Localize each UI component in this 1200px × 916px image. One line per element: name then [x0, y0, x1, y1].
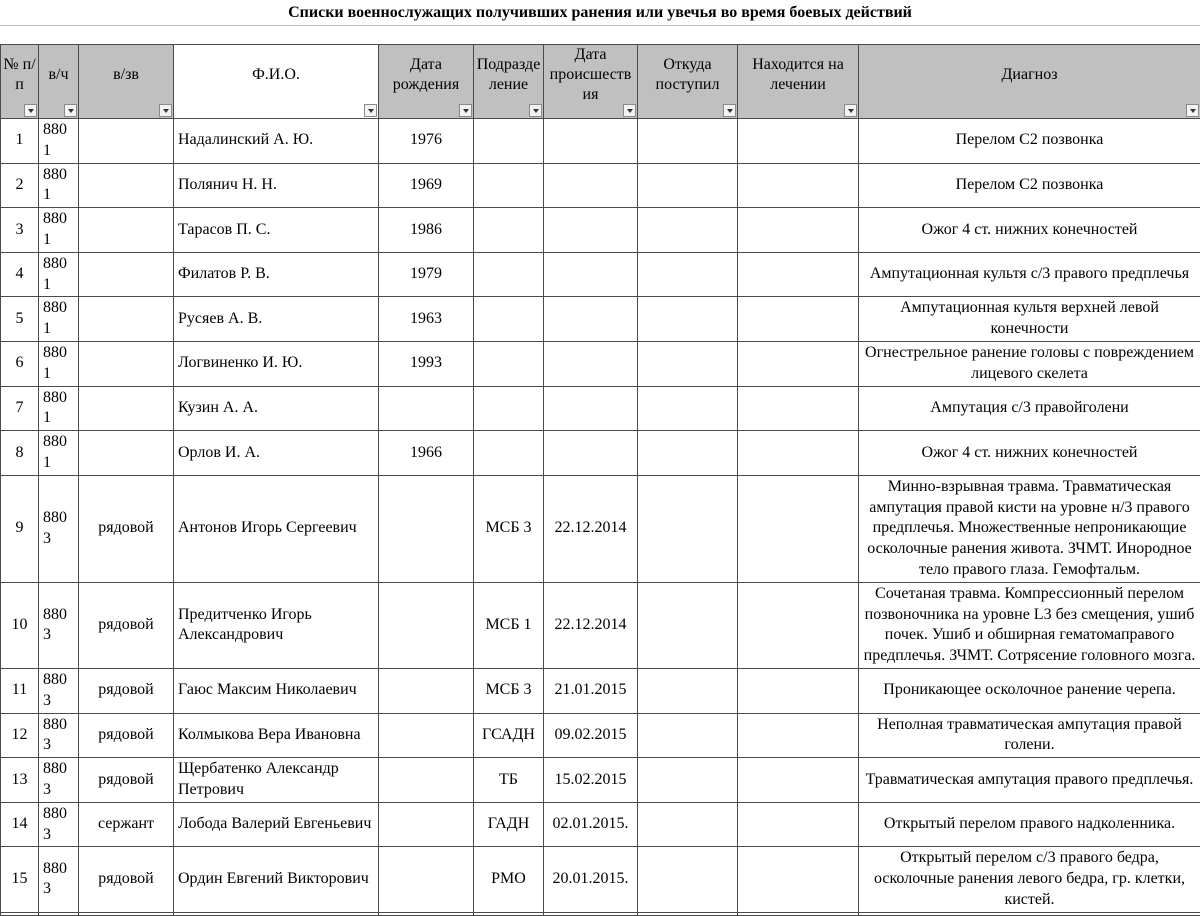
header-row [1, 45, 1200, 119]
cell-arrived_from [638, 208, 738, 253]
cell-incident_date [544, 297, 638, 342]
cell-treatment_location [738, 386, 859, 431]
column-label-rank: в/зв [113, 66, 139, 83]
cell-rank [79, 912, 174, 915]
cell-treatment_location [738, 341, 859, 386]
filter-dropdown-button-diagnosis[interactable] [1186, 104, 1199, 117]
cell-treatment_location [738, 802, 859, 847]
cell-unit: 8801 [39, 341, 79, 386]
cell-fio: Антонов Игорь Сергеевич [174, 475, 379, 582]
column-header-incident_date [544, 45, 638, 119]
cell-fio: Кузин А. А. [174, 386, 379, 431]
cell-division: ГАДН [474, 802, 544, 847]
cell-unit: 8803 [39, 847, 79, 912]
cell-treatment_location [738, 758, 859, 803]
cell-birth_date: 1969 [379, 163, 474, 208]
cell-rank: рядовой [79, 475, 174, 582]
cell-rank: рядовой [79, 713, 174, 758]
chevron-down-icon [463, 109, 469, 113]
cell-birth_date: 1979 [379, 252, 474, 297]
cell-treatment_location [738, 119, 859, 164]
filter-dropdown-button-fio[interactable] [364, 104, 377, 117]
chevron-down-icon [727, 109, 733, 113]
cell-birth_date [379, 475, 474, 582]
cell-diagnosis [859, 912, 1200, 915]
cell-incident_date [544, 252, 638, 297]
cell-division [474, 431, 544, 476]
filter-dropdown-button-arrived_from[interactable] [723, 104, 736, 117]
cell-birth_date: 1963 [379, 297, 474, 342]
table-row [1, 341, 1200, 386]
cell-num: 1 [1, 119, 39, 164]
cell-division [474, 208, 544, 253]
column-header-birth_date [379, 45, 474, 119]
cell-fio: Полянич Н. Н. [174, 163, 379, 208]
cell-diagnosis: Ампутационная культя верхней левой конечности [859, 297, 1200, 342]
cell-fio: Логвиненко И. Ю. [174, 341, 379, 386]
cell-arrived_from [638, 119, 738, 164]
cell-fio: Ордин Евгений Викторович [174, 847, 379, 912]
cell-arrived_from [638, 847, 738, 912]
cell-unit: 8801 [39, 431, 79, 476]
cell-division: РМО [474, 847, 544, 912]
cell-fio [174, 912, 379, 915]
cell-incident_date [544, 163, 638, 208]
cell-unit: 8801 [39, 163, 79, 208]
table-row [1, 802, 1200, 847]
cell-arrived_from [638, 252, 738, 297]
table-row [1, 297, 1200, 342]
filter-dropdown-button-num[interactable] [24, 104, 37, 117]
cell-fio: Предитченко Игорь Александрович [174, 582, 379, 668]
cell-rank [79, 297, 174, 342]
cell-num: 7 [1, 386, 39, 431]
cell-incident_date [544, 386, 638, 431]
chevron-down-icon [28, 109, 34, 113]
cell-division [474, 386, 544, 431]
filter-dropdown-button-incident_date[interactable] [623, 104, 636, 117]
cell-diagnosis: Ампутация с/3 правойголени [859, 386, 1200, 431]
cell-arrived_from [638, 341, 738, 386]
table-row [1, 582, 1200, 668]
cell-rank [79, 252, 174, 297]
cell-incident_date: 15.02.2015 [544, 758, 638, 803]
cell-incident_date [544, 341, 638, 386]
cell-num: 10 [1, 582, 39, 668]
cell-birth_date [379, 912, 474, 915]
cell-diagnosis: Сочетаная травма. Компрессионный перелом позвоночника на уровне L3 без смещения, ушиб почек. Ушиб и обширная гематомаправого предплечья. ЗЧМТ. Сотрясение головного мозга. [859, 582, 1200, 668]
cell-birth_date [379, 802, 474, 847]
cell-birth_date [379, 713, 474, 758]
cell-rank [79, 386, 174, 431]
cell-rank [79, 163, 174, 208]
cell-fio: Орлов И. А. [174, 431, 379, 476]
table-row [1, 847, 1200, 912]
cell-num: 3 [1, 208, 39, 253]
filter-dropdown-button-unit[interactable] [64, 104, 77, 117]
column-header-fio [174, 45, 379, 119]
cell-fio: Филатов Р. В. [174, 252, 379, 297]
cell-diagnosis: Неполная травматическая ампутация правой голени. [859, 713, 1200, 758]
cell-treatment_location [738, 475, 859, 582]
table-row [1, 758, 1200, 803]
cell-arrived_from [638, 668, 738, 713]
cell-fio: Колмыкова Вера Ивановна [174, 713, 379, 758]
chevron-down-icon [68, 109, 74, 113]
filter-dropdown-button-birth_date[interactable] [459, 104, 472, 117]
cell-division [474, 163, 544, 208]
table-row [1, 386, 1200, 431]
cell-division: ТБ [474, 758, 544, 803]
cell-unit: 8803 [39, 475, 79, 582]
cell-fio: Лобода Валерий Евгеньевич [174, 802, 379, 847]
cell-incident_date: 22.12.2014 [544, 475, 638, 582]
cell-unit: 8801 [39, 119, 79, 164]
cell-fio: Надалинский А. Ю. [174, 119, 379, 164]
cell-arrived_from [638, 758, 738, 803]
cell-birth_date [379, 847, 474, 912]
chevron-down-icon [627, 109, 633, 113]
cell-unit: 8801 [39, 297, 79, 342]
cell-arrived_from [638, 297, 738, 342]
cell-birth_date: 1993 [379, 341, 474, 386]
cell-rank [79, 431, 174, 476]
cell-incident_date [544, 912, 638, 915]
cell-num: 9 [1, 475, 39, 582]
cell-num: 4 [1, 252, 39, 297]
cell-division [474, 341, 544, 386]
filter-dropdown-button-rank[interactable] [159, 104, 172, 117]
column-label-fio: Ф.И.О. [252, 66, 300, 83]
cell-rank: рядовой [79, 758, 174, 803]
cell-treatment_location [738, 668, 859, 713]
cell-unit: 8801 [39, 208, 79, 253]
cell-incident_date: 09.02.2015 [544, 713, 638, 758]
column-label-num: № п/п [3, 56, 35, 93]
table-row [1, 119, 1200, 164]
cell-division: МСБ 1 [474, 582, 544, 668]
column-label-division: Подразделение [477, 56, 541, 93]
cell-unit: 8803 [39, 802, 79, 847]
cell-diagnosis: Открытый перелом с/3 правого бедра, осколочные ранения левого бедра, гр. клетки, кистей. [859, 847, 1200, 912]
cell-diagnosis: Перелом С2 позвонка [859, 119, 1200, 164]
cell-incident_date [544, 208, 638, 253]
records-table [0, 44, 1200, 916]
cell-birth_date: 1966 [379, 431, 474, 476]
cell-rank: сержант [79, 802, 174, 847]
chevron-down-icon [163, 109, 169, 113]
cell-incident_date: 02.01.2015. [544, 802, 638, 847]
cell-rank: рядовой [79, 582, 174, 668]
table-row [1, 252, 1200, 297]
cell-arrived_from [638, 163, 738, 208]
partial-row [1, 912, 1200, 915]
cell-diagnosis: Перелом С2 позвонка [859, 163, 1200, 208]
cell-unit: 8803 [39, 758, 79, 803]
cell-num: 13 [1, 758, 39, 803]
cell-division [474, 912, 544, 915]
cell-diagnosis: Травматическая ампутация правого предплечья. [859, 758, 1200, 803]
cell-rank [79, 119, 174, 164]
cell-treatment_location [738, 252, 859, 297]
column-header-rank [79, 45, 174, 119]
chevron-down-icon [533, 109, 539, 113]
cell-rank [79, 341, 174, 386]
page-title: Списки военнослужащих получивших ранения или увечья во время боевых действий [0, 0, 1200, 26]
cell-num: 12 [1, 713, 39, 758]
cell-incident_date: 21.01.2015 [544, 668, 638, 713]
cell-diagnosis: Ожог 4 ст. нижних конечностей [859, 208, 1200, 253]
cell-rank: рядовой [79, 847, 174, 912]
chevron-down-icon [368, 109, 374, 113]
cell-arrived_from [638, 713, 738, 758]
cell-arrived_from [638, 582, 738, 668]
cell-fio: Русяев А. В. [174, 297, 379, 342]
table-row [1, 208, 1200, 253]
cell-diagnosis: Огнестрельное ранение головы с повреждением лицевого скелета [859, 341, 1200, 386]
table-row [1, 668, 1200, 713]
cell-division [474, 252, 544, 297]
cell-unit: 8801 [39, 386, 79, 431]
cell-division [474, 297, 544, 342]
column-label-arrived_from: Откуда поступил [656, 56, 720, 93]
cell-num: 14 [1, 802, 39, 847]
cell-birth_date: 1976 [379, 119, 474, 164]
cell-rank [79, 208, 174, 253]
cell-diagnosis: Ожог 4 ст. нижних конечностей [859, 431, 1200, 476]
cell-arrived_from [638, 802, 738, 847]
cell-diagnosis: Проникающее осколочное ранение черепа. [859, 668, 1200, 713]
filter-dropdown-button-treatment_location[interactable] [844, 104, 857, 117]
cell-division: ГСАДН [474, 713, 544, 758]
column-header-unit [39, 45, 79, 119]
table-row [1, 475, 1200, 582]
cell-division: МСБ 3 [474, 475, 544, 582]
column-header-arrived_from [638, 45, 738, 119]
cell-treatment_location [738, 208, 859, 253]
column-label-diagnosis: Диагноз [1001, 66, 1057, 83]
cell-incident_date [544, 119, 638, 164]
cell-arrived_from [638, 475, 738, 582]
cell-num: 11 [1, 668, 39, 713]
table-row [1, 431, 1200, 476]
cell-treatment_location [738, 297, 859, 342]
table-row [1, 713, 1200, 758]
cell-treatment_location [738, 163, 859, 208]
table-row [1, 163, 1200, 208]
cell-fio: Гаюс Максим Николаевич [174, 668, 379, 713]
cell-num: 5 [1, 297, 39, 342]
column-label-unit: в/ч [48, 66, 68, 83]
cell-treatment_location [738, 847, 859, 912]
filter-dropdown-button-division[interactable] [529, 104, 542, 117]
cell-treatment_location [738, 912, 859, 915]
cell-fio: Щербатенко Александр Петрович [174, 758, 379, 803]
cell-num: 6 [1, 341, 39, 386]
cell-arrived_from [638, 431, 738, 476]
chevron-down-icon [848, 109, 854, 113]
cell-birth_date [379, 582, 474, 668]
column-header-diagnosis [859, 45, 1200, 119]
cell-treatment_location [738, 582, 859, 668]
column-label-incident_date: Дата происшествия [550, 46, 632, 103]
cell-treatment_location [738, 713, 859, 758]
cell-num: 15 [1, 847, 39, 912]
cell-num: 2 [1, 163, 39, 208]
cell-birth_date [379, 668, 474, 713]
cell-birth_date [379, 758, 474, 803]
cell-incident_date: 20.01.2015. [544, 847, 638, 912]
cell-unit: 8803 [39, 582, 79, 668]
cell-arrived_from [638, 386, 738, 431]
cell-unit: 8803 [39, 668, 79, 713]
cell-division [474, 119, 544, 164]
cell-treatment_location [738, 431, 859, 476]
cell-birth_date: 1986 [379, 208, 474, 253]
column-label-treatment_location: Находится на лечении [752, 56, 844, 93]
cell-fio: Тарасов П. С. [174, 208, 379, 253]
cell-num [1, 912, 39, 915]
chevron-down-icon [1190, 109, 1196, 113]
cell-num: 8 [1, 431, 39, 476]
table-body [1, 119, 1200, 916]
cell-unit: 8801 [39, 252, 79, 297]
cell-diagnosis: Ампутационная культя с/3 правого предплечья [859, 252, 1200, 297]
column-label-birth_date: Дата рождения [393, 56, 459, 93]
cell-division: МСБ 3 [474, 668, 544, 713]
cell-unit: 8803 [39, 713, 79, 758]
column-header-treatment_location [738, 45, 859, 119]
column-header-num [1, 45, 39, 119]
cell-unit [39, 912, 79, 915]
cell-incident_date [544, 431, 638, 476]
cell-birth_date [379, 386, 474, 431]
cell-diagnosis: Открытый перелом правого надколенника. [859, 802, 1200, 847]
column-header-division [474, 45, 544, 119]
cell-arrived_from [638, 912, 738, 915]
cell-incident_date: 22.12.2014 [544, 582, 638, 668]
cell-rank: рядовой [79, 668, 174, 713]
cell-diagnosis: Минно-взрывная травма. Травматическая ампутация правой кисти на уровне н/3 правого предплечья. Множественные непроникающие осколочные ранения живота. ЗЧМТ. Инородное тело правого глаза. Гемофтальм. [859, 475, 1200, 582]
